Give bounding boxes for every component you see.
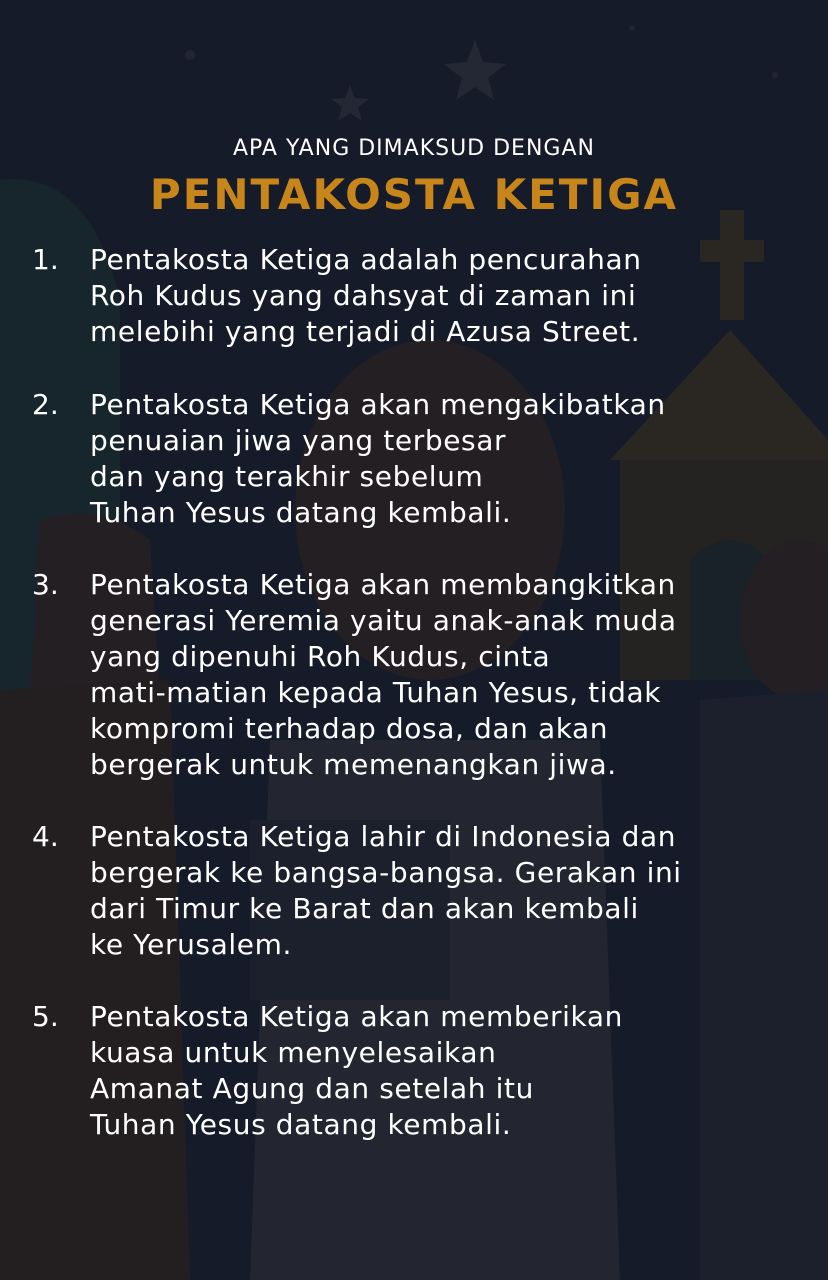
item-line: melebihi yang terjadi di Azusa Street.	[90, 315, 641, 348]
item-line: Pentakosta Ketiga akan membangkitkan	[90, 568, 676, 601]
item-number: 1.	[32, 243, 59, 276]
item-number: 2.	[32, 388, 59, 421]
item-line: Amanat Agung dan setelah itu	[90, 1072, 534, 1105]
item-number: 5.	[32, 1000, 59, 1033]
item-line: penuaian jiwa yang terbesar	[90, 424, 507, 457]
page-title: PENTAKOSTA KETIGA	[149, 170, 679, 219]
item-line: yang dipenuhi Roh Kudus, cinta	[90, 640, 551, 673]
item-line: Tuhan Yesus datang kembali.	[90, 496, 512, 529]
item-line: Tuhan Yesus datang kembali.	[90, 1108, 512, 1141]
item-line: mati-matian kepada Tuhan Yesus, tidak	[90, 676, 662, 709]
item-line: Pentakosta Ketiga adalah pencurahan	[90, 243, 642, 276]
item-line: Pentakosta Ketiga lahir di Indonesia dan	[90, 820, 677, 853]
item-line: Pentakosta Ketiga akan memberikan	[90, 1000, 623, 1033]
item-line: generasi Yeremia yaitu anak-anak muda	[90, 604, 677, 637]
item-line: Pentakosta Ketiga akan mengakibatkan	[90, 388, 666, 421]
pre-title: APA YANG DIMAKSUD DENGAN	[233, 136, 595, 161]
item-line: bergerak untuk memenangkan jiwa.	[90, 748, 617, 781]
item-line: dari Timur ke Barat dan akan kembali	[90, 892, 639, 925]
item-number: 4.	[32, 820, 59, 853]
item-line: Roh Kudus yang dahsyat di zaman ini	[90, 279, 637, 312]
item-line: dan yang terakhir sebelum	[90, 460, 484, 493]
item-line: kuasa untuk menyelesaikan	[90, 1036, 497, 1069]
item-line: bergerak ke bangsa-bangsa. Gerakan ini	[90, 856, 682, 889]
item-number: 3.	[32, 568, 59, 601]
item-line: kompromi terhadap dosa, dan akan	[90, 712, 609, 745]
item-line: ke Yerusalem.	[90, 928, 292, 961]
